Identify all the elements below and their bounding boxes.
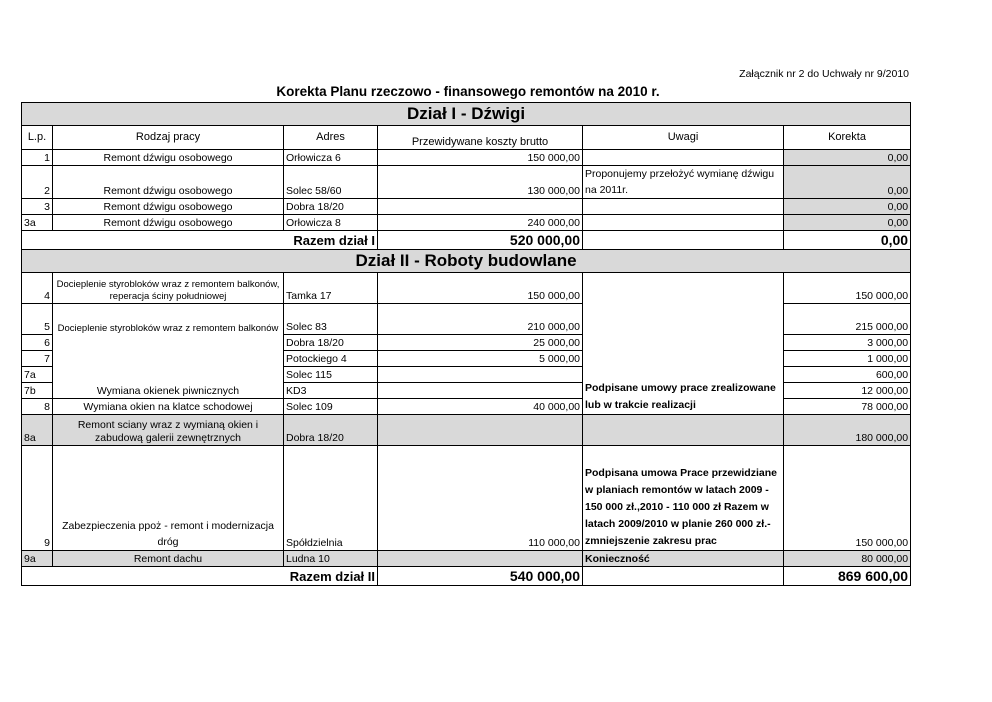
row-cost: 130 000,00 xyxy=(378,166,583,199)
row-work: Remont sciany wraz z wymianą okien i zabudową galerii zewnętrznych xyxy=(53,415,284,446)
total-label: Razem dział II xyxy=(22,567,378,586)
row-lp: 1 xyxy=(22,150,53,166)
row-lp: 9 xyxy=(22,446,53,551)
row-cost: 240 000,00 xyxy=(378,215,583,231)
row-lp: 3a xyxy=(22,215,53,231)
row-work: Docieplenie styrobloków wraz z remontem balkonów xyxy=(53,304,284,335)
row-cost: 150 000,00 xyxy=(378,150,583,166)
row-correction: 0,00 xyxy=(784,215,911,231)
row-correction: 150 000,00 xyxy=(784,273,911,304)
section1-header xyxy=(22,103,911,126)
row-address: Solec 109 xyxy=(284,399,378,415)
table-row xyxy=(22,215,911,231)
row-lp: 8 xyxy=(22,399,53,415)
row-address: Solec 115 xyxy=(284,367,378,383)
row-lp: 8a xyxy=(22,415,53,446)
row-work: Wymiana okienek piwnicznych xyxy=(53,383,284,399)
row-cost xyxy=(378,551,583,567)
table-row xyxy=(22,446,911,551)
table-row xyxy=(22,150,911,166)
total-correction: 0,00 xyxy=(784,231,911,250)
row-lp: 3 xyxy=(22,199,53,215)
row-cost: 150 000,00 xyxy=(378,273,583,304)
total-note xyxy=(583,231,784,250)
row-correction: 0,00 xyxy=(784,150,911,166)
row-correction: 78 000,00 xyxy=(784,399,911,415)
header-notes: Uwagi xyxy=(583,126,784,150)
row-note: Konieczność xyxy=(583,551,784,567)
row-correction: 12 000,00 xyxy=(784,383,911,399)
row-address: Dobra 18/20 xyxy=(284,335,378,351)
row-correction: 80 000,00 xyxy=(784,551,911,567)
total-note xyxy=(583,567,784,586)
row-address: Dobra 18/20 xyxy=(284,199,378,215)
row-address: Spółdzielnia xyxy=(284,446,378,551)
row-address: Potockiego 4 xyxy=(284,351,378,367)
section-title: Dział I - Dźwigi xyxy=(22,103,911,126)
row-correction: 0,00 xyxy=(784,199,911,215)
row-work: Remont dźwigu osobowego xyxy=(53,150,284,166)
table-row xyxy=(22,415,911,446)
row-work: Remont dźwigu osobowego xyxy=(53,166,284,199)
row-cost xyxy=(378,199,583,215)
fire-safety-note: Podpisana umowa Prace przewidziane w planiach remontów w latach 2009 - 150 000 zł.,2010 - 110 000 zł Razem w latach 2009/2010 w planie 260 000 zł.- zmniejszenie zakresu prac xyxy=(583,446,784,551)
row-note xyxy=(583,199,784,215)
total-cost: 540 000,00 xyxy=(378,567,583,586)
row-note xyxy=(583,150,784,166)
row-work: Remont dachu xyxy=(53,551,284,567)
row-address: Solec 58/60 xyxy=(284,166,378,199)
row-work xyxy=(53,335,284,351)
row-cost: 5 000,00 xyxy=(378,351,583,367)
row-cost: 40 000,00 xyxy=(378,399,583,415)
row-correction: 150 000,00 xyxy=(784,446,911,551)
row-lp: 5 xyxy=(22,304,53,335)
row-lp: 6 xyxy=(22,335,53,351)
row-correction: 3 000,00 xyxy=(784,335,911,351)
section-title: Dział II - Roboty budowlane xyxy=(22,250,911,273)
row-work: Docieplenie styrobloków wraz z remontem balkonów, reperacja ściny południowej xyxy=(53,273,284,304)
row-cost xyxy=(378,367,583,383)
renovation-plan-table xyxy=(21,102,911,586)
row-address: Tamka 17 xyxy=(284,273,378,304)
row-work: Remont dźwigu osobowego xyxy=(53,199,284,215)
annex-note: Załącznik nr 2 do Uchwały nr 9/2010 xyxy=(739,68,909,80)
row-cost xyxy=(378,383,583,399)
row-address: Orłowicza 8 xyxy=(284,215,378,231)
table-row xyxy=(22,551,911,567)
table-row xyxy=(22,166,911,199)
section1-total xyxy=(22,231,911,250)
row-lp: 4 xyxy=(22,273,53,304)
row-work: Remont dźwigu osobowego xyxy=(53,215,284,231)
section2-header xyxy=(22,250,911,273)
row-work xyxy=(53,351,284,367)
row-address: KD3 xyxy=(284,383,378,399)
row-correction: 600,00 xyxy=(784,367,911,383)
row-lp: 2 xyxy=(22,166,53,199)
row-work xyxy=(53,367,284,383)
row-cost xyxy=(378,415,583,446)
section2-total xyxy=(22,567,911,586)
row-correction: 0,00 xyxy=(784,166,911,199)
header-work: Rodzaj pracy xyxy=(53,126,284,150)
table-row xyxy=(22,199,911,215)
row-note xyxy=(583,215,784,231)
column-headers xyxy=(22,126,911,150)
row-correction: 215 000,00 xyxy=(784,304,911,335)
row-cost: 210 000,00 xyxy=(378,304,583,335)
total-cost: 520 000,00 xyxy=(378,231,583,250)
row-work: Wymiana okien na klatce schodowej xyxy=(53,399,284,415)
row-address: Dobra 18/20 xyxy=(284,415,378,446)
total-correction: 869 600,00 xyxy=(784,567,911,586)
row-lp: 7b xyxy=(22,383,53,399)
row-correction: 180 000,00 xyxy=(784,415,911,446)
row-address: Orłowicza 6 xyxy=(284,150,378,166)
header-cost: Przewidywane koszty brutto xyxy=(378,126,583,150)
header-address: Adres xyxy=(284,126,378,150)
row-address: Ludna 10 xyxy=(284,551,378,567)
row-cost: 25 000,00 xyxy=(378,335,583,351)
row-address: Solec 83 xyxy=(284,304,378,335)
row-lp: 9a xyxy=(22,551,53,567)
row-work: Zabezpieczenia ppoż - remont i modernizacja dróg xyxy=(53,446,284,551)
row-cost: 110 000,00 xyxy=(378,446,583,551)
row-lp: 7a xyxy=(22,367,53,383)
total-label: Razem dział I xyxy=(22,231,378,250)
row-lp: 7 xyxy=(22,351,53,367)
header-correction: Korekta xyxy=(784,126,911,150)
row-note xyxy=(583,415,784,446)
row-note: Proponujemy przełożyć wymianę dźwigu na 2011r. xyxy=(583,166,784,199)
signed-contracts-note: Podpisane umowy prace zrealizowane lub w trakcie realizacji xyxy=(583,273,784,415)
page-title: Korekta Planu rzeczowo - finansowego remontów na 2010 r. xyxy=(276,84,660,99)
header-lp: L.p. xyxy=(22,126,53,150)
table-row xyxy=(22,273,911,304)
row-correction: 1 000,00 xyxy=(784,351,911,367)
